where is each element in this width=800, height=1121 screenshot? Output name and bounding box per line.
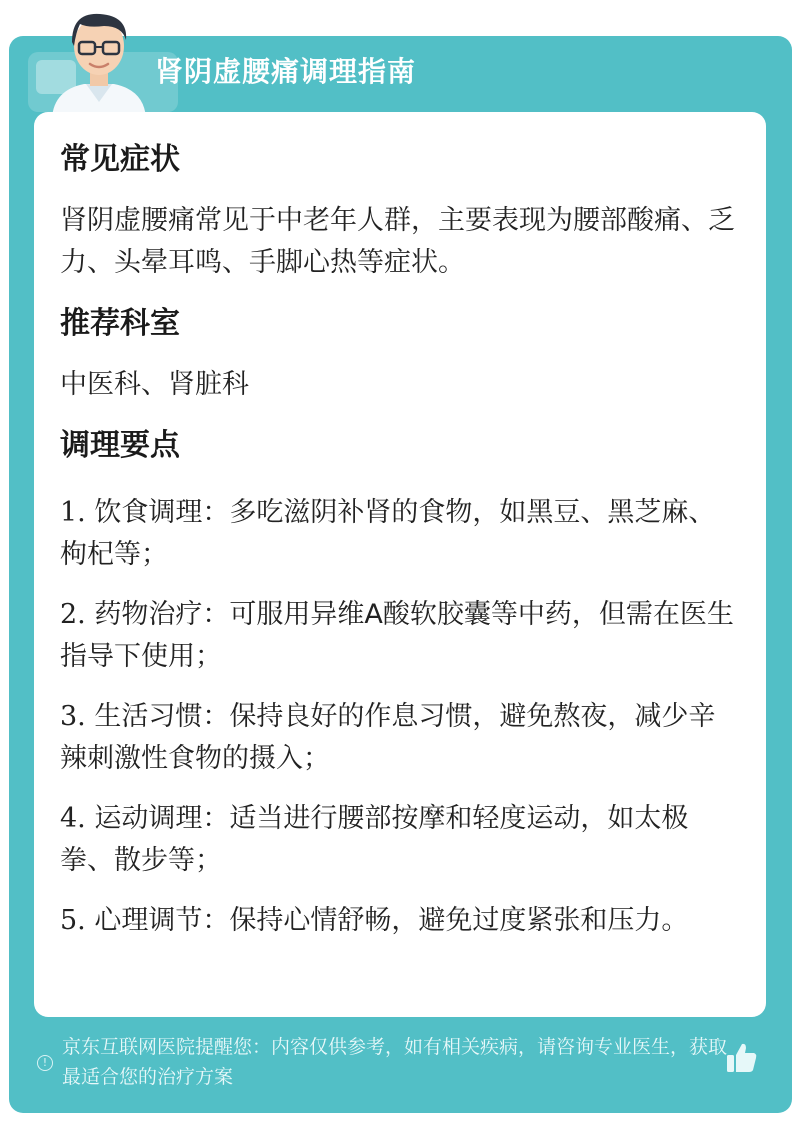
info-icon: ! xyxy=(37,1055,53,1071)
tip-text: 饮食调理：多吃滋阴补肾的食物，如黑豆、黑芝麻、枸杞等； xyxy=(60,497,716,570)
symptoms-text: 肾阴虚腰痛常见于中老年人群，主要表现为腰部酸痛、乏力、头晕耳鸣、手脚心热等症状。 xyxy=(60,205,735,278)
tip-number: 2. xyxy=(60,599,86,630)
tip-number: 3. xyxy=(60,701,86,732)
tip-text: 药物治疗：可服用异维A酸软胶囊等中药，但需在医生指导下使用； xyxy=(60,599,734,672)
tip-item xyxy=(60,492,740,576)
tip-number: 1. xyxy=(60,497,86,528)
tip-number: 5. xyxy=(60,905,86,936)
department-text: 中医科、肾脏科 xyxy=(60,369,249,400)
disclaimer-text: 京东互联网医院提醒您：内容仅供参考，如有相关疾病，请咨询专业医生，获取最适合您的治疗方案 xyxy=(62,1036,728,1088)
doctor-avatar xyxy=(44,6,154,118)
tip-text: 运动调理：适当进行腰部按摩和轻度运动，如太极拳、散步等； xyxy=(60,803,689,876)
tip-text: 心理调节：保持心情舒畅，避免过度紧张和压力。 xyxy=(94,905,689,936)
thumbs-up-icon[interactable] xyxy=(724,1040,760,1076)
tips-heading: 调理要点 xyxy=(60,428,180,463)
content-body xyxy=(60,138,740,960)
department-heading: 推荐科室 xyxy=(60,306,180,341)
content-card xyxy=(34,112,766,1017)
tip-item xyxy=(60,900,740,942)
tip-item xyxy=(60,696,740,780)
page-title: 肾阴虚腰痛调理指南 xyxy=(155,55,417,88)
symptoms-heading: 常见症状 xyxy=(60,142,180,177)
tip-text: 生活习惯：保持良好的作息习惯，避免熬夜，减少辛辣刺激性食物的摄入； xyxy=(60,701,716,774)
tip-number: 4. xyxy=(60,803,86,834)
tip-item xyxy=(60,798,740,882)
tip-item xyxy=(60,594,740,678)
